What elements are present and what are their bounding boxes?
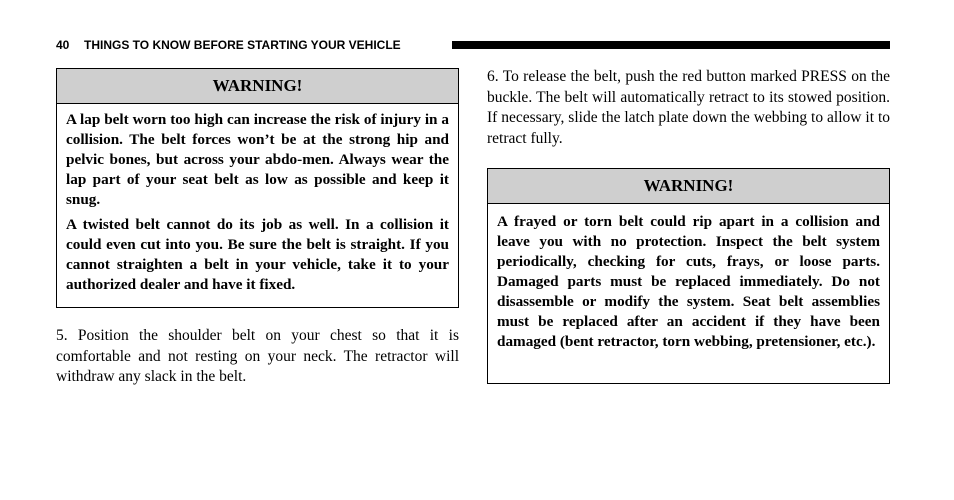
instruction-step-6: 6. To release the belt, push the red button marked PRESS on the buckle. The belt will automatically retract to its stowed position. If necessary, slide the latch plate down the webbing to allow it to retract fully. xyxy=(487,68,890,147)
warning-title: WARNING! xyxy=(488,169,889,204)
warning-paragraph: A lap belt worn too high can increase the risk of injury in a collision. The belt forces won’t be at the strong hip and pelvic bones, but across your abdo-men. Always wear the lap part of your seat belt as low as possible and keep it snug. xyxy=(66,111,449,208)
warning-title: WARNING! xyxy=(57,69,458,104)
warning-box-frayed-belt xyxy=(487,168,890,384)
warning-body xyxy=(488,204,889,352)
page-header xyxy=(56,37,890,53)
page-number: 40 xyxy=(56,38,70,52)
header-rule xyxy=(452,41,890,49)
instruction-step-5: 5. Position the shoulder belt on your chest so that it is comfortable and not resting on your neck. The retractor will withdraw any slack in the belt. xyxy=(56,327,459,385)
section-title: THINGS TO KNOW BEFORE STARTING YOUR VEHICLE xyxy=(84,38,401,52)
warning-paragraph: A frayed or torn belt could rip apart in a collision and leave you with no protection. Inspect the belt system periodically, checking for cuts, frays, or loose parts. Damaged parts must be replaced immediately. Do not disassemble or modify the system. Seat belt assemblies must be replaced after an accident if they have been damaged (bent retractor, torn webbing, pretensioner, etc.). xyxy=(497,213,880,350)
warning-body xyxy=(57,104,458,295)
warning-paragraph: A twisted belt cannot do its job as well. In a collision it could even cut into you. Be sure the belt is straight. If you cannot straighten a belt in your vehicle, take it to your authorized dealer and have it fixed. xyxy=(66,216,449,293)
warning-box-lap-belt xyxy=(56,68,459,308)
